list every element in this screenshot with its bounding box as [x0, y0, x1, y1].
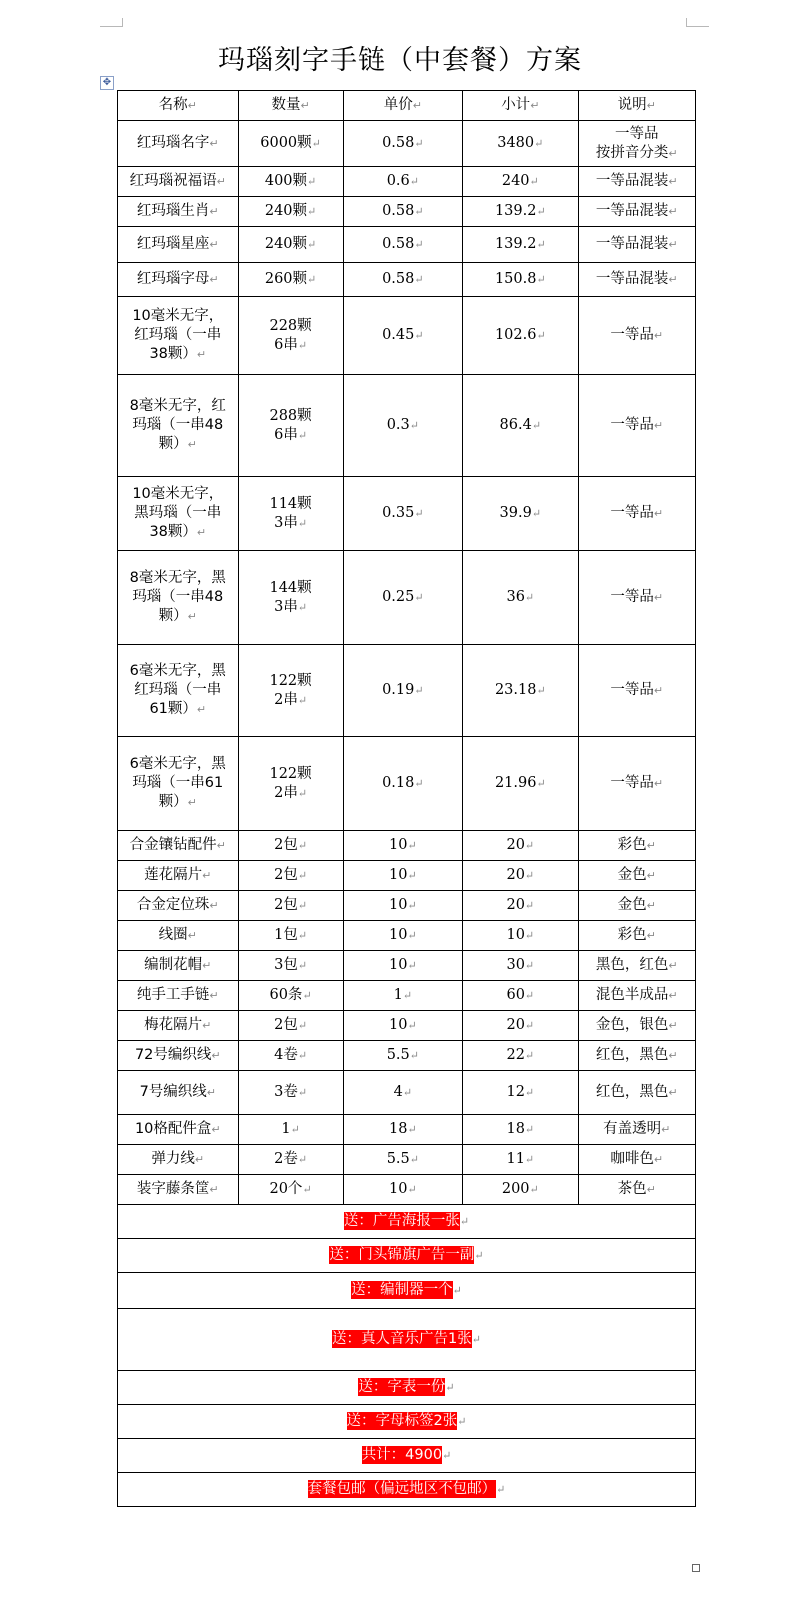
subtotal-cell: 150.8↵ — [463, 263, 578, 297]
unit-price-cell: 1↵ — [343, 981, 463, 1011]
subtotal-cell: 12↵ — [463, 1071, 578, 1115]
quantity-cell: 144颗 3串↵ — [238, 551, 343, 645]
item-name-cell: 10毫米无字， 黑玛瑙（一串 38颗）↵ — [118, 477, 239, 551]
note-cell: 一等品↵ — [578, 375, 696, 477]
unit-price-cell: 0.58↵ — [343, 227, 463, 263]
quantity-cell: 260颗↵ — [238, 263, 343, 297]
unit-price-cell: 0.58↵ — [343, 197, 463, 227]
note-cell: 一等品↵ — [578, 645, 696, 737]
item-name-cell: 红玛瑙祝福语↵ — [118, 167, 239, 197]
table-row — [118, 951, 696, 981]
gift-row — [118, 1309, 696, 1371]
table-row — [118, 1175, 696, 1205]
note-cell: 一等品↵ — [578, 551, 696, 645]
quantity-cell: 2包↵ — [238, 1011, 343, 1041]
unit-price-cell: 10↵ — [343, 951, 463, 981]
note-cell: 金色↵ — [578, 891, 696, 921]
subtotal-cell: 20↵ — [463, 831, 578, 861]
quantity-cell: 2包↵ — [238, 861, 343, 891]
unit-price-cell: 10↵ — [343, 831, 463, 861]
note-cell: 红色，黑色↵ — [578, 1071, 696, 1115]
quantity-cell: 1↵ — [238, 1115, 343, 1145]
subtotal-cell: 240↵ — [463, 167, 578, 197]
quantity-cell: 400颗↵ — [238, 167, 343, 197]
subtotal-cell: 18↵ — [463, 1115, 578, 1145]
header-note: 说明↵ — [578, 91, 696, 121]
subtotal-cell: 60↵ — [463, 981, 578, 1011]
page-corner-top-left — [100, 18, 123, 27]
gift-cell: 送：广告海报一张↵ — [118, 1205, 696, 1239]
subtotal-cell: 22↵ — [463, 1041, 578, 1071]
gift-cell: 共计：4900↵ — [118, 1439, 696, 1473]
gift-highlight-text: 套餐包邮（偏远地区不包邮） — [307, 1481, 497, 1497]
gift-row — [118, 1273, 696, 1309]
quantity-cell: 3卷↵ — [238, 1071, 343, 1115]
item-name-cell: 合金定位珠↵ — [118, 891, 239, 921]
table-row — [118, 891, 696, 921]
table-resize-handle[interactable] — [692, 1564, 700, 1572]
subtotal-cell: 102.6↵ — [463, 297, 578, 375]
note-cell: 一等品混装↵ — [578, 263, 696, 297]
note-cell: 混色半成品↵ — [578, 981, 696, 1011]
table-row — [118, 645, 696, 737]
unit-price-cell: 0.25↵ — [343, 551, 463, 645]
unit-price-cell: 0.3↵ — [343, 375, 463, 477]
table-row — [118, 1071, 696, 1115]
table-row — [118, 737, 696, 831]
note-cell: 咖啡色↵ — [578, 1145, 696, 1175]
table-row — [118, 861, 696, 891]
header-row — [118, 91, 696, 121]
subtotal-cell: 10↵ — [463, 921, 578, 951]
subtotal-cell: 20↵ — [463, 861, 578, 891]
item-name-cell: 8毫米无字，红 玛瑙（一串48 颗）↵ — [118, 375, 239, 477]
price-table — [117, 90, 696, 1507]
item-name-cell: 弹力线↵ — [118, 1145, 239, 1175]
gift-cell: 送：门头锦旗广告一副↵ — [118, 1239, 696, 1273]
quantity-cell: 240颗↵ — [238, 197, 343, 227]
note-cell: 一等品 按拼音分类↵ — [578, 121, 696, 167]
unit-price-cell: 10↵ — [343, 891, 463, 921]
gift-cell: 送：真人音乐广告1张↵ — [118, 1309, 696, 1371]
unit-price-cell: 5.5↵ — [343, 1041, 463, 1071]
unit-price-cell: 0.35↵ — [343, 477, 463, 551]
gift-cell: 送：字表一份↵ — [118, 1371, 696, 1405]
item-name-cell: 梅花隔片↵ — [118, 1011, 239, 1041]
quantity-cell: 1包↵ — [238, 921, 343, 951]
unit-price-cell: 0.58↵ — [343, 263, 463, 297]
header-subtotal: 小计↵ — [463, 91, 578, 121]
header-qty: 数量↵ — [238, 91, 343, 121]
table-row — [118, 831, 696, 861]
table-row — [118, 1041, 696, 1071]
item-name-cell: 6毫米无字，黑 玛瑙（一串61 颗）↵ — [118, 737, 239, 831]
item-name-cell: 红玛瑙字母↵ — [118, 263, 239, 297]
note-cell: 一等品↵ — [578, 297, 696, 375]
gift-highlight-text: 送：门头锦旗广告一副 — [329, 1247, 475, 1263]
item-name-cell: 10格配件盒↵ — [118, 1115, 239, 1145]
note-cell: 一等品混装↵ — [578, 197, 696, 227]
gift-highlight-text: 送：广告海报一张 — [343, 1213, 460, 1229]
header-name: 名称↵ — [118, 91, 239, 121]
quantity-cell: 114颗 3串↵ — [238, 477, 343, 551]
gift-cell: 送：编制器一个↵ — [118, 1273, 696, 1309]
note-cell: 黑色，红色↵ — [578, 951, 696, 981]
note-cell: 彩色↵ — [578, 831, 696, 861]
unit-price-cell: 4↵ — [343, 1071, 463, 1115]
table-row — [118, 1115, 696, 1145]
page-corner-top-right — [686, 18, 709, 27]
unit-price-cell: 10↵ — [343, 921, 463, 951]
gift-cell: 套餐包邮（偏远地区不包邮）↵ — [118, 1473, 696, 1507]
unit-price-cell: 10↵ — [343, 1175, 463, 1205]
note-cell: 一等品↵ — [578, 477, 696, 551]
item-name-cell: 装字藤条筐↵ — [118, 1175, 239, 1205]
subtotal-cell: 20↵ — [463, 891, 578, 921]
note-cell: 茶色↵ — [578, 1175, 696, 1205]
gift-row — [118, 1439, 696, 1473]
quantity-cell: 240颗↵ — [238, 227, 343, 263]
table-row — [118, 375, 696, 477]
item-name-cell: 纯手工手链↵ — [118, 981, 239, 1011]
table-row — [118, 1011, 696, 1041]
quantity-cell: 4卷↵ — [238, 1041, 343, 1071]
gift-highlight-text: 共计：4900 — [361, 1447, 443, 1463]
item-name-cell: 线圈↵ — [118, 921, 239, 951]
subtotal-cell: 20↵ — [463, 1011, 578, 1041]
note-cell: 有盖透明↵ — [578, 1115, 696, 1145]
quantity-cell: 3包↵ — [238, 951, 343, 981]
quantity-cell: 60条↵ — [238, 981, 343, 1011]
note-cell: 一等品混装↵ — [578, 167, 696, 197]
gift-row — [118, 1239, 696, 1273]
gift-highlight-text: 送：编制器一个 — [351, 1282, 453, 1298]
table-row — [118, 197, 696, 227]
quantity-cell: 20个↵ — [238, 1175, 343, 1205]
unit-price-cell: 0.58↵ — [343, 121, 463, 167]
gift-highlight-text: 送：字表一份 — [358, 1379, 446, 1395]
subtotal-cell: 139.2↵ — [463, 197, 578, 227]
item-name-cell: 编制花帽↵ — [118, 951, 239, 981]
table-move-icon[interactable]: ✥ — [100, 76, 114, 90]
subtotal-cell: 86.4↵ — [463, 375, 578, 477]
table-row — [118, 1145, 696, 1175]
subtotal-cell: 200↵ — [463, 1175, 578, 1205]
subtotal-cell: 39.9↵ — [463, 477, 578, 551]
gift-row — [118, 1205, 696, 1239]
quantity-cell: 228颗 6串↵ — [238, 297, 343, 375]
note-cell: 一等品混装↵ — [578, 227, 696, 263]
quantity-cell: 122颗 2串↵ — [238, 737, 343, 831]
subtotal-cell: 23.18↵ — [463, 645, 578, 737]
table-row — [118, 477, 696, 551]
item-name-cell: 红玛瑙星座↵ — [118, 227, 239, 263]
note-cell: 红色，黑色↵ — [578, 1041, 696, 1071]
unit-price-cell: 0.19↵ — [343, 645, 463, 737]
unit-price-cell: 18↵ — [343, 1115, 463, 1145]
quantity-cell: 2包↵ — [238, 891, 343, 921]
quantity-cell: 122颗 2串↵ — [238, 645, 343, 737]
item-name-cell: 7号编织线↵ — [118, 1071, 239, 1115]
unit-price-cell: 10↵ — [343, 1011, 463, 1041]
unit-price-cell: 0.6↵ — [343, 167, 463, 197]
subtotal-cell: 30↵ — [463, 951, 578, 981]
subtotal-cell: 3480↵ — [463, 121, 578, 167]
quantity-cell: 288颗 6串↵ — [238, 375, 343, 477]
table-row — [118, 981, 696, 1011]
unit-price-cell: 10↵ — [343, 861, 463, 891]
table-row — [118, 263, 696, 297]
note-cell: 彩色↵ — [578, 921, 696, 951]
gift-row — [118, 1371, 696, 1405]
unit-price-cell: 5.5↵ — [343, 1145, 463, 1175]
gift-cell: 送：字母标签2张↵ — [118, 1405, 696, 1439]
table-row — [118, 297, 696, 375]
page-title: 玛瑙刻字手链（中套餐）方案 — [218, 45, 582, 76]
subtotal-cell: 21.96↵ — [463, 737, 578, 831]
gift-highlight-text: 送：真人音乐广告1张 — [332, 1331, 472, 1347]
subtotal-cell: 139.2↵ — [463, 227, 578, 263]
gift-row — [118, 1405, 696, 1439]
item-name-cell: 10毫米无字， 红玛瑙（一串 38颗）↵ — [118, 297, 239, 375]
subtotal-cell: 11↵ — [463, 1145, 578, 1175]
table-row — [118, 551, 696, 645]
gift-highlight-text: 送：字母标签2张 — [346, 1413, 458, 1429]
item-name-cell: 红玛瑙生肖↵ — [118, 197, 239, 227]
item-name-cell: 6毫米无字，黑 红玛瑙（一串 61颗）↵ — [118, 645, 239, 737]
unit-price-cell: 0.45↵ — [343, 297, 463, 375]
unit-price-cell: 0.18↵ — [343, 737, 463, 831]
quantity-cell: 2卷↵ — [238, 1145, 343, 1175]
item-name-cell: 红玛瑙名字↵ — [118, 121, 239, 167]
table-row — [118, 921, 696, 951]
note-cell: 金色↵ — [578, 861, 696, 891]
item-name-cell: 合金镶钻配件↵ — [118, 831, 239, 861]
quantity-cell: 2包↵ — [238, 831, 343, 861]
quantity-cell: 6000颗↵ — [238, 121, 343, 167]
gift-row — [118, 1473, 696, 1507]
note-cell: 金色，银色↵ — [578, 1011, 696, 1041]
subtotal-cell: 36↵ — [463, 551, 578, 645]
item-name-cell: 72号编织线↵ — [118, 1041, 239, 1071]
note-cell: 一等品↵ — [578, 737, 696, 831]
item-name-cell: 莲花隔片↵ — [118, 861, 239, 891]
table-row — [118, 167, 696, 197]
item-name-cell: 8毫米无字，黑 玛瑙（一串48 颗）↵ — [118, 551, 239, 645]
table-row — [118, 121, 696, 167]
header-price: 单价↵ — [343, 91, 463, 121]
table-row — [118, 227, 696, 263]
